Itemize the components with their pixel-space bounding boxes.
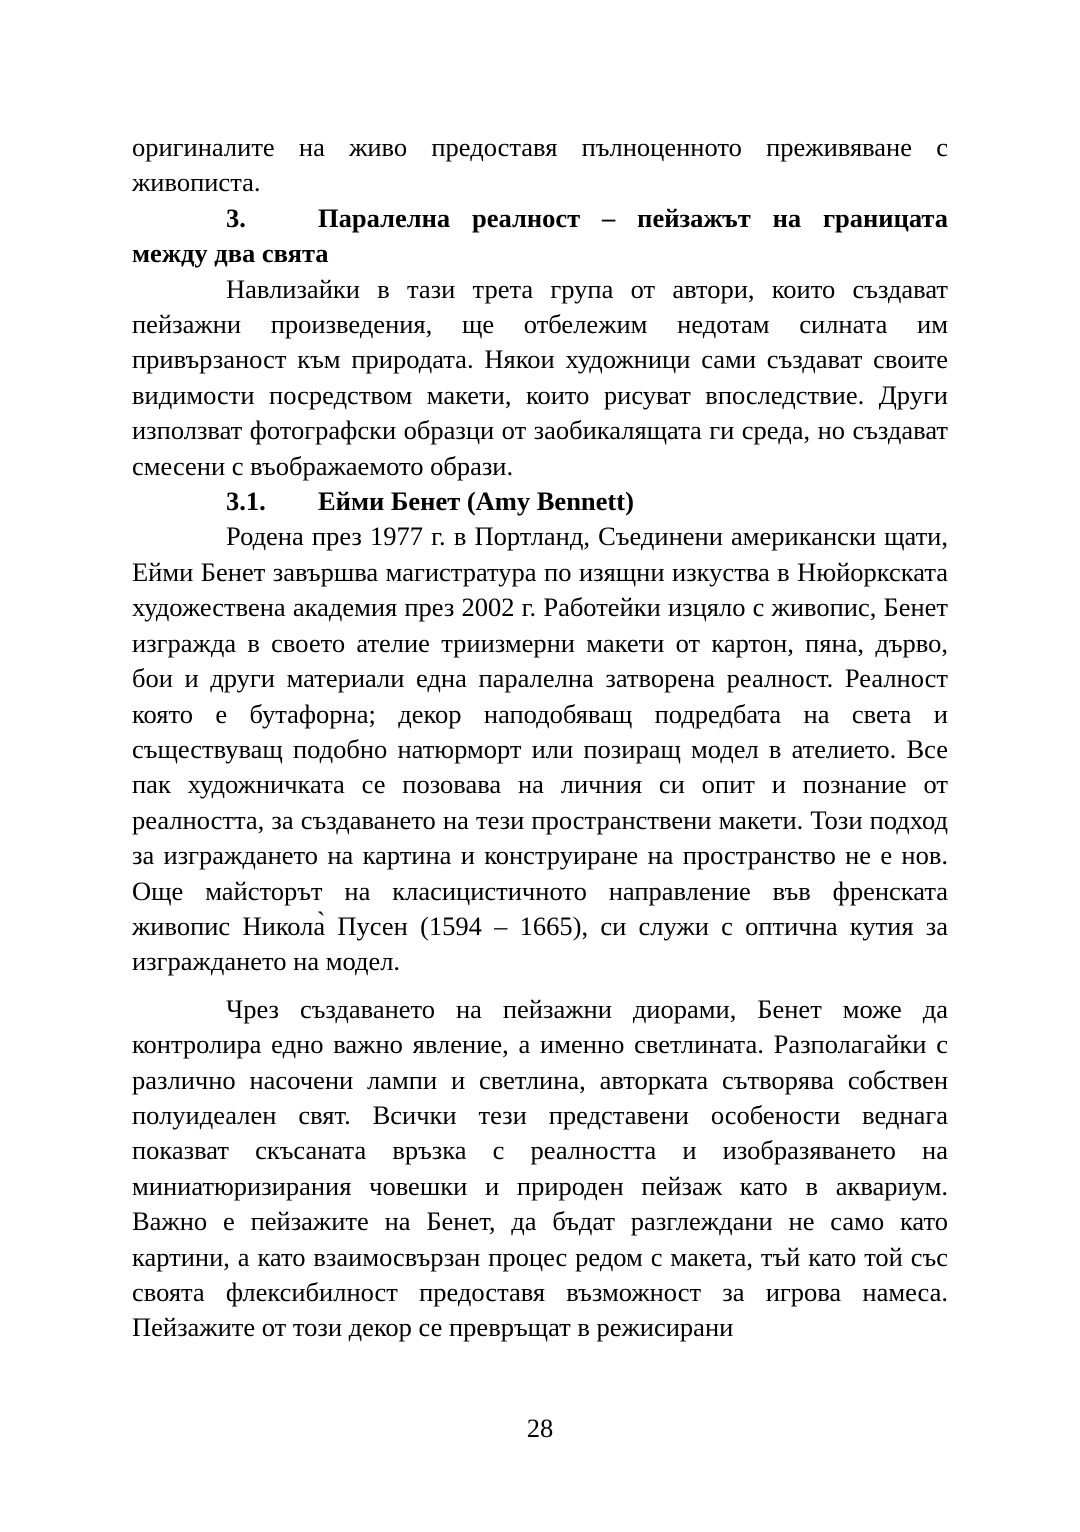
paragraph-bennett-dioramas: Чрез създаването на пейзажни диорами, Бенет може да контролира едно важно явление, а именно светлината. Разполагайки с различно насочени лампи и светлина, авторката сътворява собствен полуидеален свят. Всички тези представени особености веднага показват скъсаната връзка с реалността и изобразяването на миниатюризирания човешки и природен пейзаж като в аквариум. Важно е пейзажите на Бенет, да бъдат разглеждани не само като картини, а като взаимосвързан процес редом с макета, тъй като той със своята флексибилност предоставя възможност за игрова намеса. Пейзажите от този декор се превръщат в режисирани bbox=[132, 993, 948, 1343]
section-heading-3 bbox=[132, 201, 948, 272]
paragraph-intro: оригиналите на живо предоставя пълноценното преживяване с живописта. bbox=[132, 132, 948, 198]
paragraph-gap bbox=[132, 980, 948, 992]
section-number: 3. bbox=[226, 202, 246, 233]
subsection-heading-3-1 bbox=[132, 484, 948, 519]
paragraph-bennett-bio: Родена през 1977 г. в Портланд, Съединени американски щати, Ейми Бенет завършва магистратура по изящни изкуства в Нюйоркската художествена академия през 2002 г. Работейки изцяло с живопис, Бенет изгражда в своето ателие триизмерни макети от картон, пяна, дърво, бои и други материали една паралелна затворена реалност. Реалност която е бутафорна; декор наподобяващ подредбата на света и съществуващ подобно натюрморт или позиращ модел в ателието. Все пак художничката се позовава на личния си опит и познание от реалността, за създаването на тези пространствени макети. Този подход за изграждането на картина и конструиране на пространство не е нов. Още майсторът на класицистичното направление във френската живопис Никола̀ Пусен (1594 – 1665), си служи с оптична кутия за изграждането на модел. bbox=[132, 521, 948, 977]
paragraph-section-3: Навлизайки в тази трета група от автори, които създават пейзажни произведения, ще отбележим недотам силната им привързаност към природата. Някои художници сами създават своите видимости посредством макети, които рисуват впоследствие. Други използват фотографски образци от заобикалящата ги среда, но създават смесени с въображаемото образи. bbox=[132, 273, 948, 481]
document-page bbox=[132, 130, 948, 1346]
subsection-title: Ейми Бенет (Amy Bennett) bbox=[318, 486, 634, 517]
section-title: Паралелна реалност – пейзажът на границата между два свята bbox=[132, 202, 948, 269]
page-number: 28 bbox=[526, 1413, 554, 1443]
subsection-number: 3.1. bbox=[226, 486, 266, 517]
